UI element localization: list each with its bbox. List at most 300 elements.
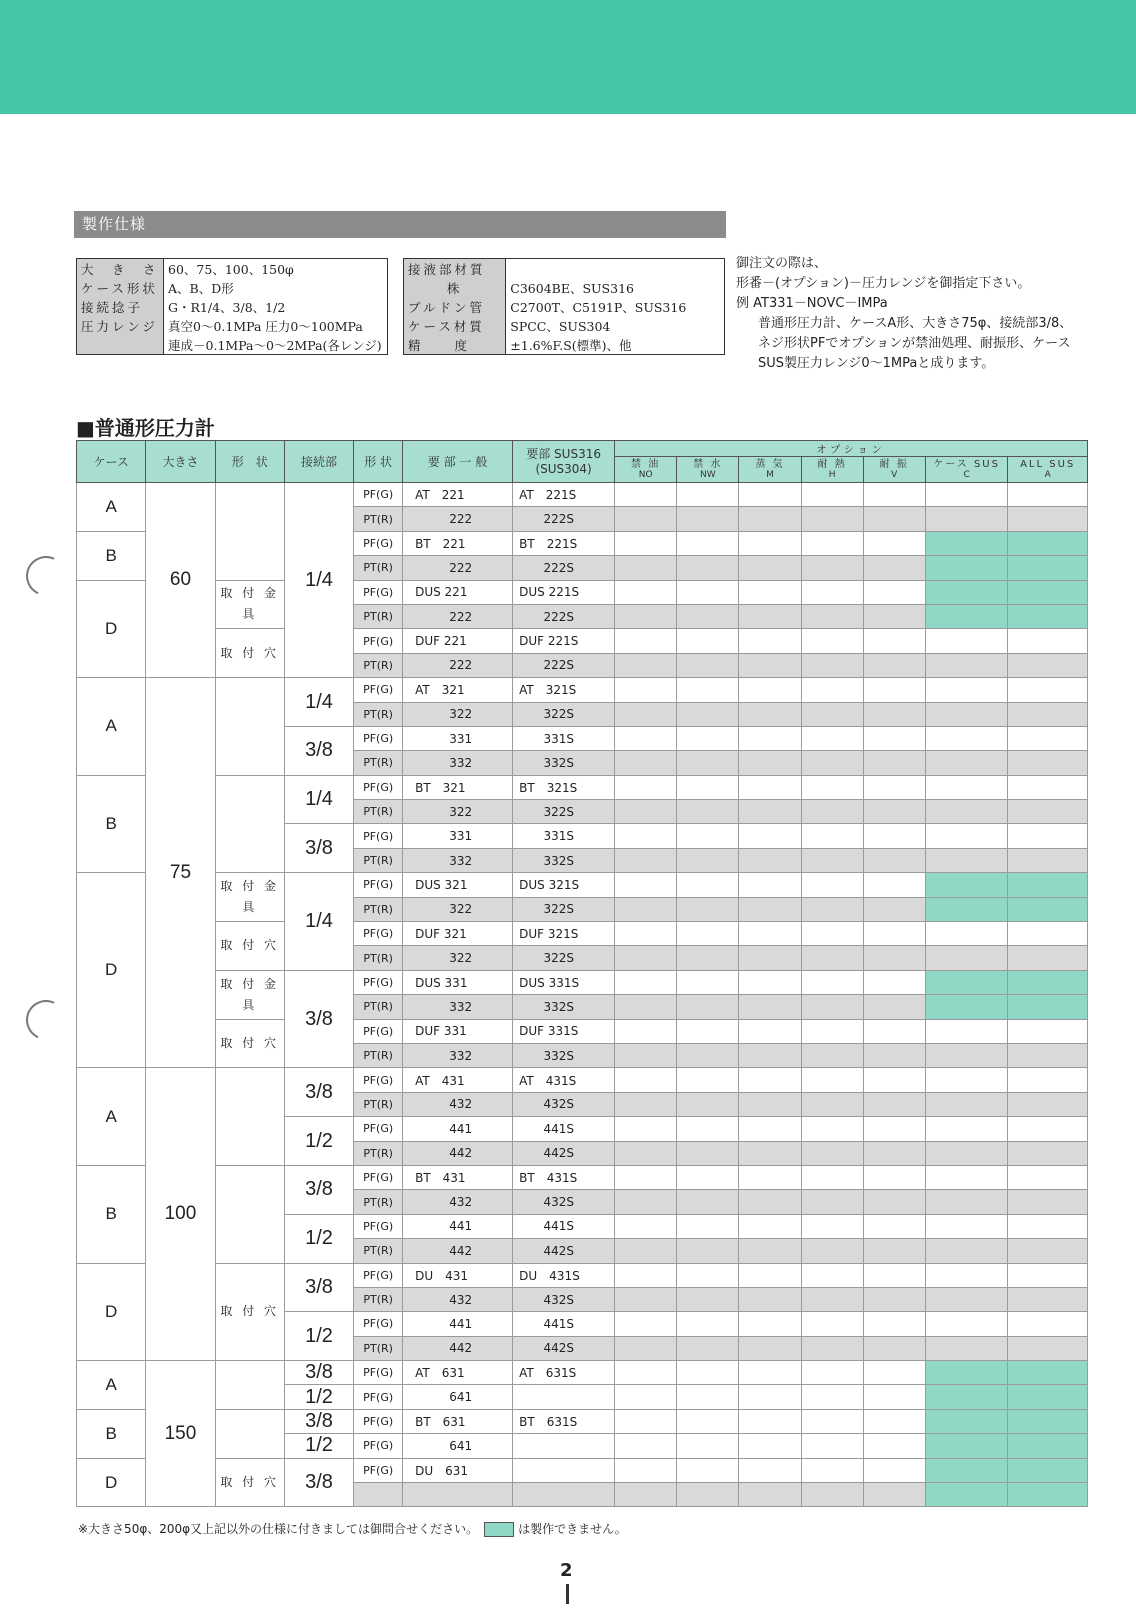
cell-option — [925, 507, 1008, 531]
cell-option — [925, 604, 1008, 628]
cell-option — [739, 1483, 801, 1507]
cell-option — [863, 922, 925, 946]
cell-case: D — [77, 873, 146, 1068]
cell-option — [801, 873, 863, 897]
cell-option — [677, 775, 739, 799]
cell-model-sus: 432S — [513, 1190, 615, 1214]
cell-thread: PF(G) — [354, 531, 403, 555]
cell-option — [615, 604, 677, 628]
cell-model-sus: 222S — [513, 604, 615, 628]
cell-model-sus: AT 321S — [513, 678, 615, 702]
cell-option — [615, 946, 677, 970]
cell-option — [739, 897, 801, 921]
cell-shape — [215, 1409, 284, 1458]
cell-conn: 3/8 — [284, 1068, 353, 1117]
cell-model-general: BT 221 — [403, 531, 513, 555]
opt-code: A — [1044, 469, 1051, 480]
cell-option — [615, 1165, 677, 1189]
cell-option — [615, 483, 677, 507]
cell-option — [677, 922, 739, 946]
cell-model-general: 332 — [403, 848, 513, 872]
cell-option — [677, 1312, 739, 1336]
cell-option — [1008, 922, 1088, 946]
cell-model-sus: 331S — [513, 726, 615, 750]
cell-option — [863, 1263, 925, 1287]
note-line: 形番－(オプション)－圧力レンジを御指定下さい。 — [736, 276, 1031, 291]
cell-option — [863, 1361, 925, 1385]
cell-model-general: DUS 221 — [403, 580, 513, 604]
cell-option — [1008, 1385, 1088, 1409]
cell-option — [677, 580, 739, 604]
cell-option — [677, 531, 739, 555]
cell-conn: 1/4 — [284, 775, 353, 824]
cell-option — [863, 1458, 925, 1482]
header-thread: 形 状 — [354, 441, 403, 483]
cell-model-sus: 331S — [513, 824, 615, 848]
cell-model-sus: DUF 331S — [513, 1019, 615, 1043]
cell-thread: PT(R) — [354, 1092, 403, 1116]
cell-option — [1008, 604, 1088, 628]
cell-option — [801, 1312, 863, 1336]
cell-model-sus: 322S — [513, 800, 615, 824]
cell-model-sus: DUS 221S — [513, 580, 615, 604]
cell-thread: PF(G) — [354, 580, 403, 604]
cell-option — [677, 507, 739, 531]
cell-model-general: 332 — [403, 995, 513, 1019]
cell-option — [801, 483, 863, 507]
table-row — [77, 775, 1088, 799]
cell-thread: PF(G) — [354, 1068, 403, 1092]
header-sus — [513, 441, 615, 483]
cell-option — [801, 556, 863, 580]
cell-option — [615, 1141, 677, 1165]
table-row — [77, 1263, 1088, 1287]
cell-shape: 取 付 金 具 — [215, 873, 284, 922]
cell-option — [925, 1336, 1008, 1360]
cell-case: D — [77, 1458, 146, 1507]
cell-option — [615, 1092, 677, 1116]
cell-shape: 取 付 穴 — [215, 1019, 284, 1068]
cell-option — [925, 922, 1008, 946]
cell-option — [739, 1385, 801, 1409]
cell-option — [863, 970, 925, 994]
cell-model-sus: 322S — [513, 702, 615, 726]
spec-label: 精 度 — [404, 335, 506, 355]
cell-option — [1008, 800, 1088, 824]
spec-value: ±1.6%F.S(標準)、他 — [510, 337, 632, 353]
cell-option — [1008, 653, 1088, 677]
cell-option — [615, 1434, 677, 1458]
cell-option — [739, 580, 801, 604]
cell-option — [615, 1287, 677, 1311]
cell-option — [677, 1409, 739, 1433]
spec-label: ブルドン管 — [404, 297, 506, 316]
cell-option — [863, 873, 925, 897]
cell-option — [677, 702, 739, 726]
cell-option — [615, 848, 677, 872]
opt-code: NW — [699, 469, 716, 480]
cell-model-general: AT 321 — [403, 678, 513, 702]
cell-option — [925, 1165, 1008, 1189]
spec-value — [506, 259, 725, 279]
cell-model-sus: DUS 321S — [513, 873, 615, 897]
cell-thread: PT(R) — [354, 604, 403, 628]
cell-model-general: BT 631 — [403, 1409, 513, 1433]
cell-option — [863, 1385, 925, 1409]
cell-option — [1008, 1141, 1088, 1165]
cell-option — [863, 726, 925, 750]
cell-option — [801, 580, 863, 604]
cell-option — [925, 800, 1008, 824]
cell-thread: PF(G) — [354, 1019, 403, 1043]
cell-option — [863, 629, 925, 653]
cell-thread: PF(G) — [354, 873, 403, 897]
cell-option — [801, 995, 863, 1019]
cell-thread: PF(G) — [354, 824, 403, 848]
header-band — [0, 0, 1136, 114]
header-general: 要 部 一 般 — [403, 441, 513, 483]
cell-option — [863, 507, 925, 531]
cell-option — [739, 1019, 801, 1043]
header-connection: 接続部 — [284, 441, 353, 483]
cell-model-general: 332 — [403, 1043, 513, 1067]
cell-option — [1008, 1263, 1088, 1287]
table-row — [77, 922, 1088, 946]
cell-option — [739, 726, 801, 750]
cell-option — [925, 1141, 1008, 1165]
spec-value: C2700T、C5191P、SUS316 — [510, 299, 687, 315]
cell-option — [1008, 507, 1088, 531]
cell-option — [863, 1092, 925, 1116]
header-opt-h — [801, 457, 863, 483]
cell-size: 60 — [146, 483, 215, 678]
cell-option — [801, 604, 863, 628]
cell-option — [615, 1239, 677, 1263]
cell-option — [615, 1361, 677, 1385]
cell-thread: PT(R) — [354, 1190, 403, 1214]
cell-model-sus: DUF 221S — [513, 629, 615, 653]
cell-thread: PT(R) — [354, 946, 403, 970]
cell-option — [925, 775, 1008, 799]
cell-option — [925, 946, 1008, 970]
cell-option — [925, 1043, 1008, 1067]
cell-option — [801, 531, 863, 555]
cell-conn: 1/2 — [284, 1385, 353, 1409]
cell-option — [615, 800, 677, 824]
spec-value: SPCC、SUS304 — [510, 318, 611, 334]
cell-option — [925, 897, 1008, 921]
cell-option — [801, 1239, 863, 1263]
cell-model-general: 322 — [403, 897, 513, 921]
cell-model-general: 432 — [403, 1092, 513, 1116]
cell-model-sus — [513, 1483, 615, 1507]
cell-model-sus: 332S — [513, 995, 615, 1019]
cell-option — [925, 1019, 1008, 1043]
spec-value: G・R1/4、3/8、1/2 — [168, 299, 286, 315]
page-number: 2 — [560, 1560, 573, 1581]
cell-model-general: DU 431 — [403, 1263, 513, 1287]
spec-value: 60、75、100、150φ — [168, 261, 294, 277]
opt-code: V — [891, 469, 898, 480]
cell-model-general: 331 — [403, 726, 513, 750]
cell-model-sus: 332S — [513, 1043, 615, 1067]
spec-label: ケース形状 — [77, 278, 164, 297]
cell-option — [615, 1409, 677, 1433]
cell-option — [925, 1385, 1008, 1409]
cell-option — [801, 1434, 863, 1458]
table-row — [77, 580, 1088, 604]
cell-option — [677, 483, 739, 507]
cell-option — [1008, 995, 1088, 1019]
cell-option — [863, 580, 925, 604]
cell-option — [677, 848, 739, 872]
cell-option — [1008, 1483, 1088, 1507]
cell-option — [925, 1312, 1008, 1336]
cell-model-general: 441 — [403, 1312, 513, 1336]
spec-table-left — [76, 258, 388, 355]
cell-option — [801, 824, 863, 848]
cell-thread: PF(G) — [354, 483, 403, 507]
spec-table-right — [403, 258, 725, 355]
table-row — [77, 1165, 1088, 1189]
cell-model-sus: 441S — [513, 1312, 615, 1336]
cell-model-general: 222 — [403, 556, 513, 580]
table-row — [77, 629, 1088, 653]
cell-option — [925, 1117, 1008, 1141]
cell-option — [739, 1361, 801, 1385]
table-row — [77, 678, 1088, 702]
cell-model-general: 641 — [403, 1434, 513, 1458]
opt-code: C — [963, 469, 970, 480]
header-opt-m — [739, 457, 801, 483]
cell-shape — [215, 483, 284, 581]
cell-option — [739, 483, 801, 507]
cell-option — [801, 751, 863, 775]
cell-option — [863, 1190, 925, 1214]
table-row — [77, 1019, 1088, 1043]
cell-option — [801, 1117, 863, 1141]
cell-option — [615, 922, 677, 946]
note-line: ネジ形状PFでオプションが禁油処理、耐振形、ケース — [758, 336, 1071, 351]
header-size: 大きさ — [146, 441, 215, 483]
punch-hole-icon — [20, 994, 71, 1045]
cell-model-sus: 222S — [513, 556, 615, 580]
cell-model-general: 641 — [403, 1385, 513, 1409]
cell-option — [863, 995, 925, 1019]
cell-model-sus: BT 221S — [513, 531, 615, 555]
cell-option — [925, 1214, 1008, 1238]
note-line: 御注文の際は、 — [736, 256, 828, 271]
table-row — [77, 1458, 1088, 1482]
product-table — [76, 440, 1088, 1507]
cell-option — [801, 970, 863, 994]
cell-option — [739, 1141, 801, 1165]
cell-conn: 3/8 — [284, 1458, 353, 1507]
cell-model-general: 222 — [403, 507, 513, 531]
cell-option — [925, 970, 1008, 994]
cell-option — [677, 1092, 739, 1116]
spec-label — [77, 335, 164, 355]
cell-case: A — [77, 1068, 146, 1166]
cell-option — [925, 995, 1008, 1019]
cell-thread: PF(G) — [354, 1458, 403, 1482]
cell-thread: PF(G) — [354, 629, 403, 653]
cell-model-sus: 432S — [513, 1287, 615, 1311]
cell-option — [1008, 726, 1088, 750]
cell-option — [863, 1336, 925, 1360]
cell-option — [863, 1287, 925, 1311]
cell-conn: 3/8 — [284, 1263, 353, 1312]
cell-option — [1008, 848, 1088, 872]
cell-option — [863, 1239, 925, 1263]
cell-option — [925, 702, 1008, 726]
cell-option — [801, 1043, 863, 1067]
cell-option — [863, 751, 925, 775]
cell-option — [863, 1312, 925, 1336]
cell-case: A — [77, 483, 146, 532]
cell-option — [677, 1434, 739, 1458]
cell-option — [677, 556, 739, 580]
cell-option — [801, 1214, 863, 1238]
cell-option — [1008, 970, 1088, 994]
cell-option — [739, 1214, 801, 1238]
spec-label: 接液部材質 — [404, 259, 506, 279]
cell-option — [615, 1019, 677, 1043]
table-title: ■普通形圧力計 — [76, 416, 215, 440]
spec-value: A、B、D形 — [168, 280, 234, 296]
table-row — [77, 1409, 1088, 1433]
cell-option — [739, 775, 801, 799]
cell-thread: PT(R) — [354, 1043, 403, 1067]
cell-option — [677, 1214, 739, 1238]
cell-option — [677, 1068, 739, 1092]
cell-thread: PF(G) — [354, 922, 403, 946]
cell-conn: 1/2 — [284, 1117, 353, 1166]
cell-option — [801, 1019, 863, 1043]
cell-option — [925, 531, 1008, 555]
cell-size: 100 — [146, 1068, 215, 1361]
cell-option — [739, 604, 801, 628]
cell-thread: PT(R) — [354, 653, 403, 677]
cell-conn: 1/2 — [284, 1434, 353, 1458]
cell-thread: PF(G) — [354, 1312, 403, 1336]
cell-thread: PT(R) — [354, 1287, 403, 1311]
cell-option — [1008, 824, 1088, 848]
header-opt-c — [925, 457, 1008, 483]
cell-option — [677, 897, 739, 921]
cell-option — [739, 531, 801, 555]
cell-model-general: 442 — [403, 1336, 513, 1360]
cell-option — [615, 580, 677, 604]
cell-model-sus: 222S — [513, 507, 615, 531]
cell-option — [925, 1434, 1008, 1458]
cell-option — [801, 800, 863, 824]
cell-option — [1008, 1190, 1088, 1214]
cell-option — [801, 1141, 863, 1165]
cell-case: B — [77, 531, 146, 580]
cell-option — [677, 800, 739, 824]
cell-option — [739, 1190, 801, 1214]
cell-case: A — [77, 678, 146, 776]
cell-model-sus: BT 631S — [513, 1409, 615, 1433]
header-options: オプション — [615, 441, 1088, 457]
cell-option — [801, 775, 863, 799]
cell-option — [1008, 775, 1088, 799]
cell-model-sus: 222S — [513, 653, 615, 677]
cell-model-general: AT 631 — [403, 1361, 513, 1385]
cell-option — [925, 1409, 1008, 1433]
cell-option — [615, 897, 677, 921]
cell-option — [801, 1092, 863, 1116]
cell-option — [801, 1458, 863, 1482]
cell-option — [1008, 702, 1088, 726]
spec-label: 接続捻子 — [77, 297, 164, 316]
cell-option — [615, 1263, 677, 1287]
cell-model-sus: BT 321S — [513, 775, 615, 799]
cell-case: D — [77, 580, 146, 678]
cell-option — [801, 1409, 863, 1433]
opt-jp: ケース SUS — [933, 458, 1000, 470]
cell-option — [801, 1165, 863, 1189]
cell-option — [925, 653, 1008, 677]
cell-option — [739, 922, 801, 946]
cell-model-sus: 441S — [513, 1117, 615, 1141]
header-opt-v — [863, 457, 925, 483]
cell-size: 150 — [146, 1361, 215, 1507]
cell-option — [615, 970, 677, 994]
cell-option — [801, 897, 863, 921]
cell-option — [677, 629, 739, 653]
table-row — [77, 873, 1088, 897]
cell-model-sus: AT 221S — [513, 483, 615, 507]
cell-option — [1008, 751, 1088, 775]
cell-conn: 1/2 — [284, 1214, 353, 1263]
cell-conn: 3/8 — [284, 824, 353, 873]
cell-option — [863, 800, 925, 824]
cell-thread: PT(R) — [354, 556, 403, 580]
cell-conn: 3/8 — [284, 1165, 353, 1214]
cell-case: D — [77, 1263, 146, 1361]
legend-swatch — [484, 1522, 514, 1537]
cell-option — [615, 678, 677, 702]
opt-jp: ALL SUS — [1020, 458, 1076, 470]
cell-option — [739, 824, 801, 848]
opt-jp: 蒸 気 — [755, 458, 785, 470]
cell-option — [1008, 1239, 1088, 1263]
cell-option — [863, 1434, 925, 1458]
cell-option — [677, 873, 739, 897]
cell-model-general: DUF 221 — [403, 629, 513, 653]
cell-thread: PF(G) — [354, 775, 403, 799]
cell-option — [739, 1336, 801, 1360]
cell-thread: PF(G) — [354, 678, 403, 702]
cell-option — [1008, 531, 1088, 555]
cell-option — [801, 922, 863, 946]
cell-option — [925, 1239, 1008, 1263]
cell-option — [863, 678, 925, 702]
note-line: 例 AT331－NOVC－IMPa — [736, 296, 888, 311]
cell-thread: PT(R) — [354, 800, 403, 824]
cell-option — [801, 726, 863, 750]
cell-model-general: 322 — [403, 800, 513, 824]
cell-option — [739, 1263, 801, 1287]
cell-option — [1008, 1165, 1088, 1189]
cell-option — [615, 702, 677, 726]
cell-model-general: DU 631 — [403, 1458, 513, 1482]
cell-option — [925, 580, 1008, 604]
spec-label: 圧力レンジ — [77, 316, 164, 335]
cell-model-sus — [513, 1434, 615, 1458]
